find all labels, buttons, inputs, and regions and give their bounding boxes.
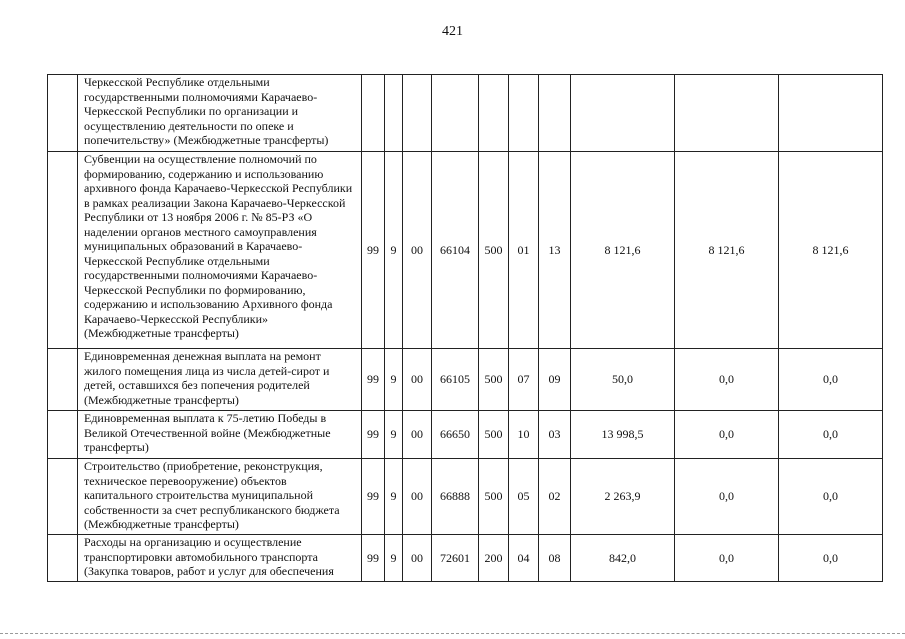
code-cell: 02 — [539, 459, 571, 535]
code-cell — [385, 75, 403, 152]
amount-cell: 842,0 — [571, 535, 675, 582]
code-cell: 66105 — [432, 349, 479, 411]
code-cell: 9 — [385, 349, 403, 411]
code-cell: 00 — [403, 411, 432, 459]
code-cell: 00 — [403, 459, 432, 535]
amount-cell: 2 263,9 — [571, 459, 675, 535]
budget-table — [47, 74, 883, 582]
code-cell: 05 — [509, 459, 539, 535]
code-cell: 99 — [362, 152, 385, 349]
amount-cell — [571, 75, 675, 152]
amount-cell: 50,0 — [571, 349, 675, 411]
code-cell: 04 — [509, 535, 539, 582]
amount-cell: 0,0 — [675, 535, 779, 582]
code-cell: 200 — [479, 535, 509, 582]
amount-cell — [675, 75, 779, 152]
code-cell: 72601 — [432, 535, 479, 582]
code-cell: 9 — [385, 152, 403, 349]
row-index-cell — [48, 75, 78, 152]
amount-cell: 0,0 — [675, 411, 779, 459]
row-name-cell: Строительство (приобретение, реконструкция, техническое перевооружение) объектов капитального строительства муниципальной собственности за счет республиканского бюджета (Межбюджетные трансферты) — [78, 459, 362, 535]
row-index-cell — [48, 459, 78, 535]
page-bottom-divider — [0, 633, 905, 634]
code-cell — [479, 75, 509, 152]
row-index-cell — [48, 349, 78, 411]
page-number: 421 — [442, 24, 463, 39]
amount-cell: 8 121,6 — [571, 152, 675, 349]
row-index-cell — [48, 152, 78, 349]
code-cell: 66104 — [432, 152, 479, 349]
code-cell — [403, 75, 432, 152]
code-cell: 9 — [385, 459, 403, 535]
row-index-cell — [48, 411, 78, 459]
row-name-cell: Единовременная выплата к 75-летию Победы в Великой Отечественной войне (Межбюджетные трансферты) — [78, 411, 362, 459]
amount-cell: 0,0 — [779, 459, 883, 535]
code-cell: 08 — [539, 535, 571, 582]
code-cell: 9 — [385, 411, 403, 459]
table-row — [48, 535, 883, 582]
code-cell: 99 — [362, 349, 385, 411]
code-cell: 03 — [539, 411, 571, 459]
code-cell: 13 — [539, 152, 571, 349]
amount-cell: 0,0 — [675, 459, 779, 535]
code-cell: 500 — [479, 411, 509, 459]
code-cell: 99 — [362, 459, 385, 535]
row-name-cell: Единовременная денежная выплата на ремонт жилого помещения лица из числа детей-сирот и детей, оставшихся без попечения родителей (Межбюджетные трансферты) — [78, 349, 362, 411]
amount-cell: 0,0 — [779, 535, 883, 582]
code-cell: 500 — [479, 349, 509, 411]
table-row — [48, 152, 883, 349]
code-cell: 00 — [403, 349, 432, 411]
code-cell: 66888 — [432, 459, 479, 535]
row-name-cell: Субвенции на осуществление полномочий по формированию, содержанию и использованию архивного фонда Карачаево-Черкесской Республики в рамках реализации Закона Карачаево-Черкесской Республики от 13 ноября 2006 г. № 85-РЗ «О наделении органов местного самоуправления муниципальных образований в Карачаево-Черкесской Республике отдельными государственными полномочиями Карачаево-Черкесской Республики по формированию, содержанию и использованию Архивного фонда Карачаево-Черкесской Республики» (Межбюджетные трансферты) — [78, 152, 362, 349]
code-cell: 00 — [403, 152, 432, 349]
code-cell — [509, 75, 539, 152]
code-cell: 00 — [403, 535, 432, 582]
code-cell: 01 — [509, 152, 539, 349]
amount-cell: 0,0 — [779, 349, 883, 411]
code-cell — [362, 75, 385, 152]
table-row — [48, 459, 883, 535]
table-row — [48, 349, 883, 411]
code-cell: 500 — [479, 459, 509, 535]
code-cell: 9 — [385, 535, 403, 582]
code-cell — [432, 75, 479, 152]
code-cell: 500 — [479, 152, 509, 349]
table-row — [48, 75, 883, 152]
code-cell: 09 — [539, 349, 571, 411]
row-name-cell: Расходы на организацию и осуществление транспортировки автомобильного транспорта (Закупка товаров, работ и услуг для обеспечения — [78, 535, 362, 582]
row-index-cell — [48, 535, 78, 582]
code-cell: 10 — [509, 411, 539, 459]
amount-cell: 8 121,6 — [675, 152, 779, 349]
amount-cell: 13 998,5 — [571, 411, 675, 459]
code-cell: 66650 — [432, 411, 479, 459]
amount-cell: 8 121,6 — [779, 152, 883, 349]
amount-cell: 0,0 — [675, 349, 779, 411]
amount-cell: 0,0 — [779, 411, 883, 459]
table-row — [48, 411, 883, 459]
code-cell: 99 — [362, 411, 385, 459]
code-cell: 07 — [509, 349, 539, 411]
row-name-cell: Черкесской Республике отдельными государственными полномочиями Карачаево-Черкесской Республики по организации и осуществлению деятельности по опеке и попечительству» (Межбюджетные трансферты) — [78, 75, 362, 152]
code-cell: 99 — [362, 535, 385, 582]
code-cell — [539, 75, 571, 152]
amount-cell — [779, 75, 883, 152]
